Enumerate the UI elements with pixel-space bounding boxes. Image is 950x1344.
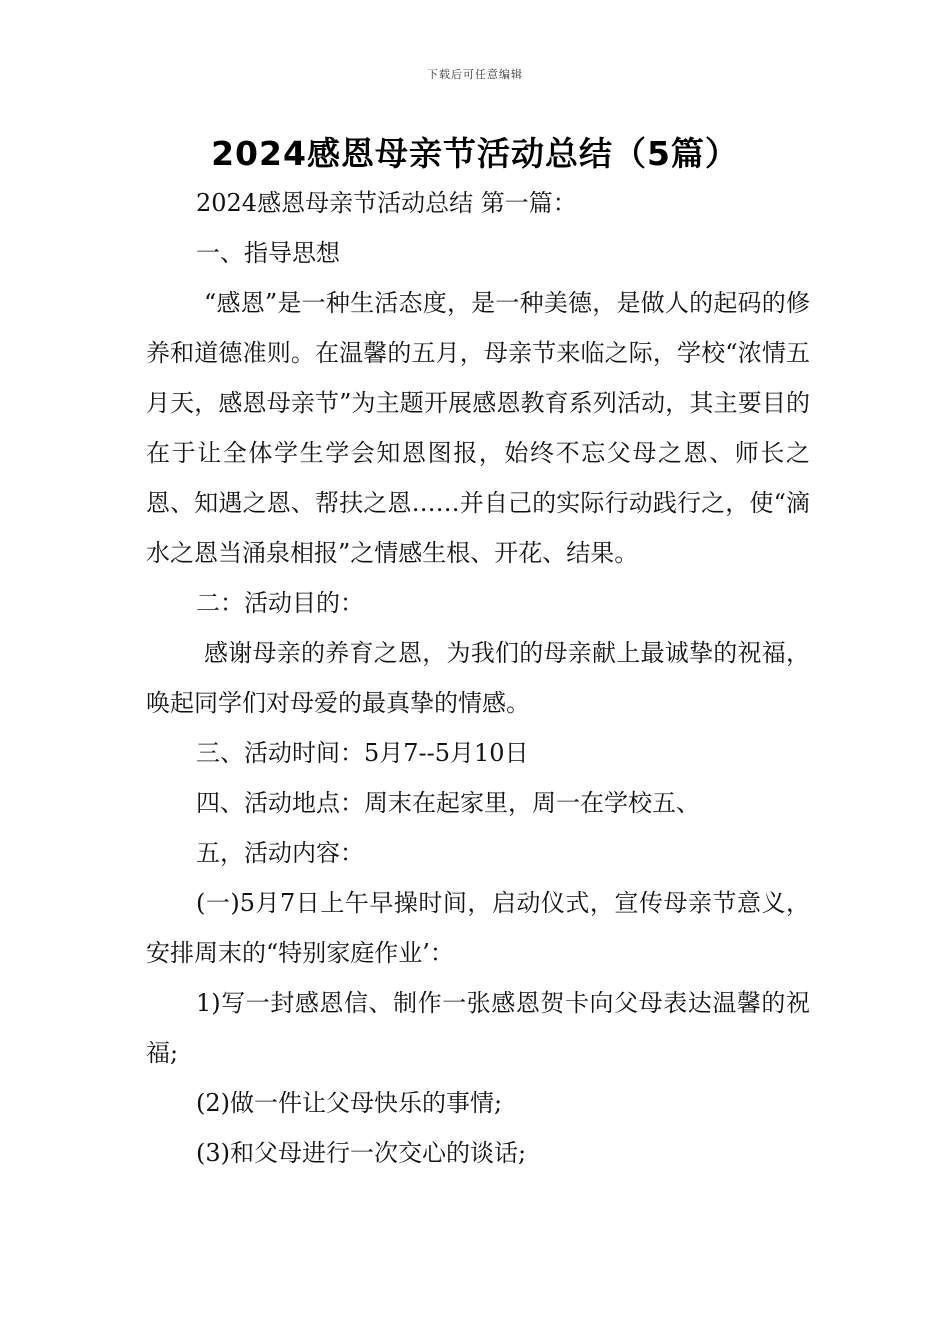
paragraph-purpose: 感谢母亲的养育之恩，为我们的母亲献上最诚挚的祝福，唤起同学们对母爱的最真挚的情感。 xyxy=(146,639,810,717)
page-title: 2024感恩母亲节活动总结（5篇） xyxy=(211,134,739,173)
section-heading: 2024感恩母亲节活动总结 第一篇： xyxy=(196,189,577,217)
paragraph-content-1: (一)5月7日上午早操时间，启动仪式，宣传母亲节意义，安排周末的“特别家庭作业’： xyxy=(146,889,810,967)
list-item-1: 1)写一封感恩信、制作一张感恩贺卡向父母表达温馨的祝福; xyxy=(146,989,810,1067)
paragraph-location: 四、活动地点：周末在起家里，周一在学校五、 xyxy=(196,789,700,817)
paragraph-time: 三、活动时间：5月7--5月10日 xyxy=(196,739,529,767)
paragraph-purpose-heading: 二：活动目的： xyxy=(196,589,364,617)
list-item-2: (2)做一件让父母快乐的事情; xyxy=(196,1089,503,1117)
document-body xyxy=(146,178,810,1178)
paragraph-guiding-ideology-heading: 一、指导思想 xyxy=(196,239,340,267)
paragraph-content-heading: 五，活动内容： xyxy=(196,839,364,867)
list-item-3: (3)和父母进行一次交心的谈话; xyxy=(196,1139,527,1167)
paragraph-guiding-ideology: “感恩”是一种生活态度，是一种美德，是做人的起码的修养和道德准则。在温馨的五月，母亲节来临之际，学校“浓情五月天，感恩母亲节”为主题开展感恩教育系列活动，其主要目的在于让全体学生学会知恩图报，始终不忘父母之恩、师长之恩、知遇之恩、帮扶之恩……并自己的实际行动践行之，使“滴水之恩当涌泉相报”之情感生根、开花、结果。 xyxy=(146,289,810,567)
header-note: 下载后可任意编辑 xyxy=(427,68,523,81)
